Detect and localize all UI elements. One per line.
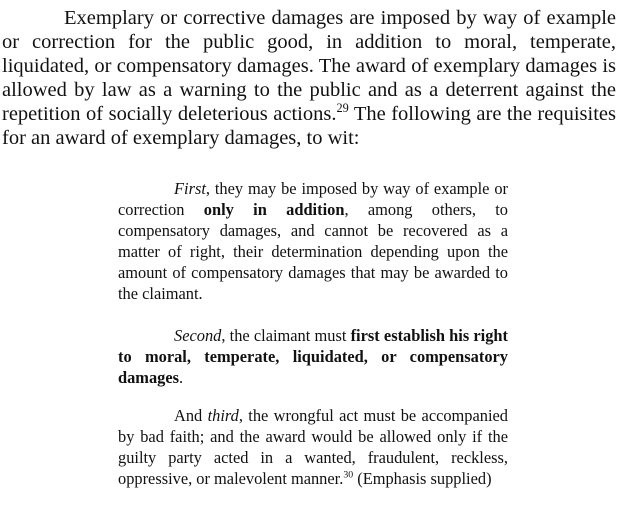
quote-second-text: , the claimant must bbox=[221, 326, 351, 345]
quote-second-lead: Second bbox=[174, 326, 222, 345]
footnote-marker-29[interactable]: 29 bbox=[336, 101, 349, 116]
quote-third-emphasis-note: (Emphasis supplied) bbox=[353, 469, 492, 488]
quote-third-prefix: And bbox=[174, 406, 208, 425]
quote-paragraph-second bbox=[118, 325, 508, 388]
quote-first-text: , they may be imposed by way of example or correction bbox=[118, 179, 508, 219]
quote-third-text: , the wrongful act must be accompanied by bad faith; and the award would be allowed only if the guilty party acted in a wanted, fraudulent, reckless, oppressive, or malevolent manner. bbox=[118, 406, 508, 488]
quote-first-lead: First bbox=[174, 179, 206, 198]
quote-second-text-end: . bbox=[179, 368, 184, 387]
main-paragraph bbox=[2, 6, 616, 150]
quote-second-emphasis: first establish his right to moral, temperate, liquidated, or compensatory damages bbox=[118, 326, 508, 387]
quote-first-text-continued: , among others, to compensatory damages, and cannot be recovered as a matter of right, their determination depending upon the amount of compensatory damages that may be awarded to the claimant. bbox=[118, 200, 508, 303]
main-paragraph-text: Exemplary or corrective damages are imposed by way of example or correction for the public good, in addition to moral, temperate, liquidated, or compensatory damages. The award of exemplary damages is allowed by law as a warning to the public and as a deterrent against the repetition of socially deleterious actions. bbox=[2, 7, 616, 125]
footnote-marker-30[interactable]: 30 bbox=[343, 469, 354, 481]
quote-paragraph-third bbox=[118, 405, 508, 489]
quote-third-lead: third bbox=[207, 406, 239, 425]
main-paragraph-text-continued: The following are the requisites for an award of exemplary damages, to wit: bbox=[2, 103, 616, 149]
quote-paragraph-first bbox=[118, 178, 508, 304]
quote-first-emphasis: only in addition bbox=[203, 200, 345, 219]
